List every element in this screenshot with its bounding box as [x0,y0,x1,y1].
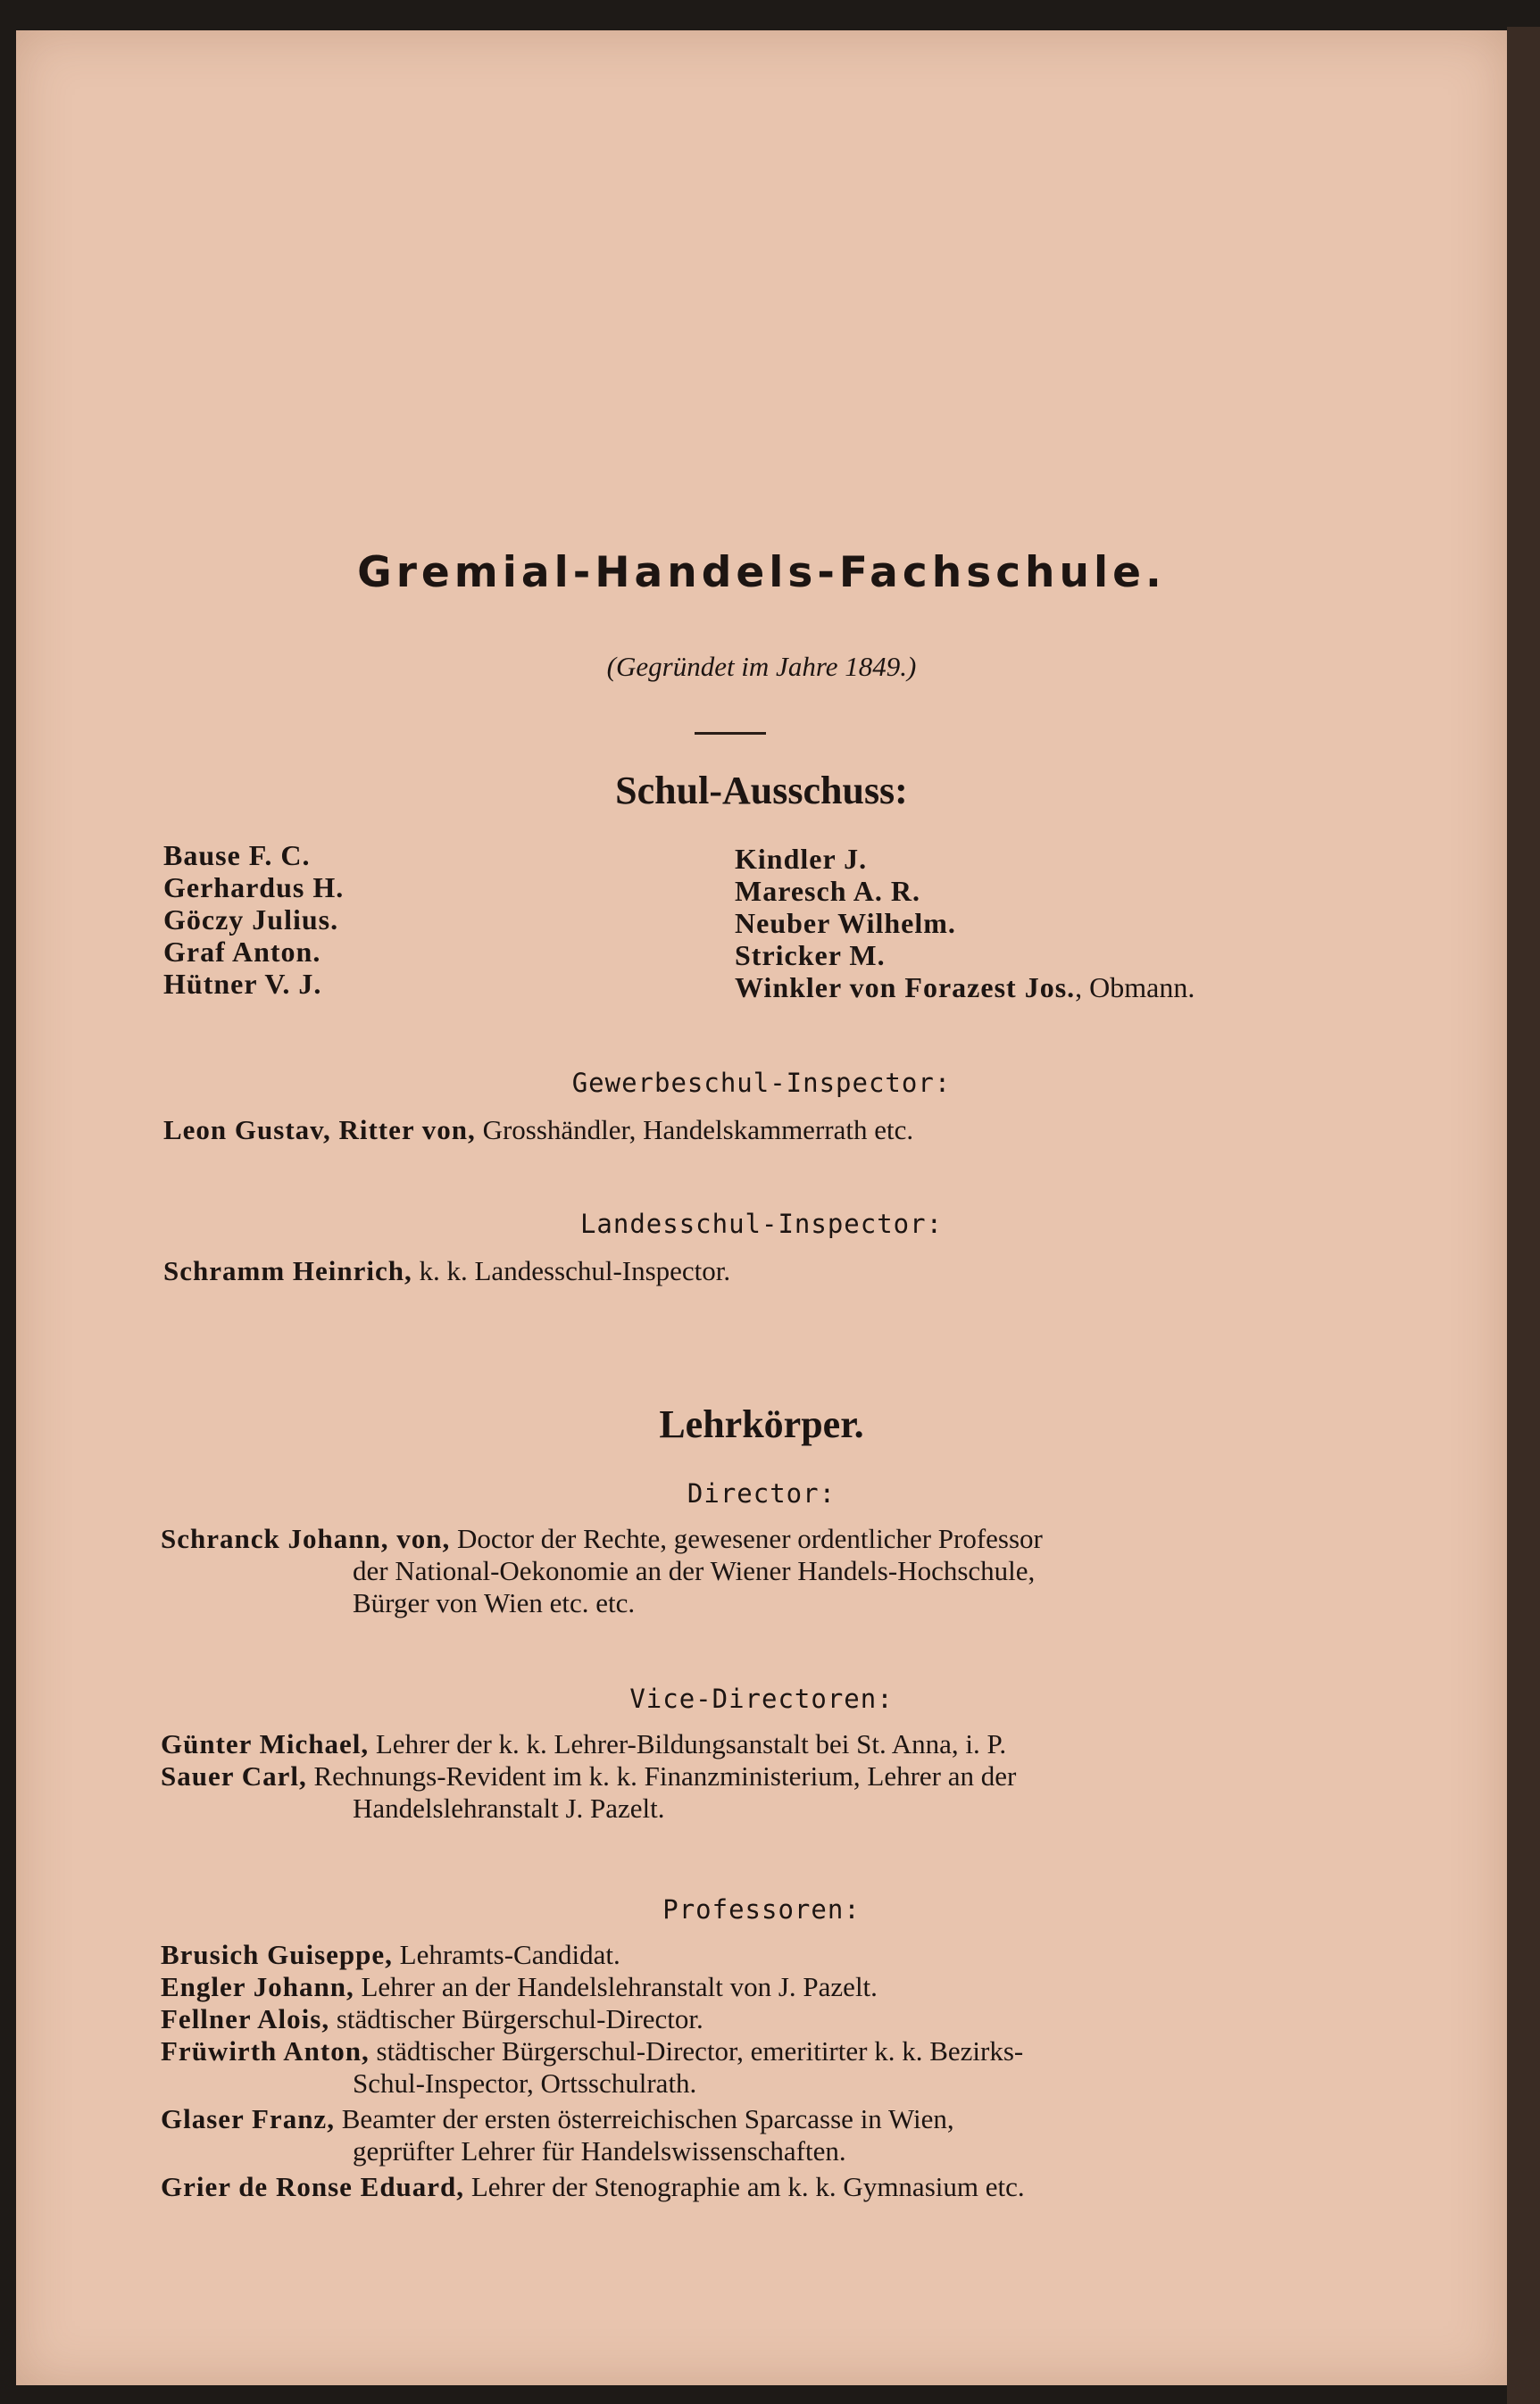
professor-name: Fellner Alois, [161,2003,330,2034]
trade-inspector-entry [163,1114,1324,1146]
committee-heading: Schul-Ausschuss: [615,769,908,812]
committee-member: Stricker M. [735,939,886,971]
trade-inspector-name: Leon Gustav, Ritter von, [163,1114,476,1145]
vice-director-name: Günter Michael, [161,1728,370,1759]
director-line: der National-Oekonomie an der Wiener Handels-Hochschule, [353,1555,1036,1586]
professor-desc-cont: Schul-Inspector, Ortsschulrath. [353,2067,697,2099]
professor-name: Glaser Franz, [161,2103,335,2134]
state-inspector-name: Schramm Heinrich, [163,1255,412,1286]
professor-desc: Beamter der ersten österreichischen Sparcasse in Wien, [334,2103,954,2134]
vice-director-desc-cont: Handelslehranstalt J. Pazelt. [353,1793,665,1824]
professor-desc: städtischer Bürgerschul-Director, emeritirter k. k. Bezirks- [369,2035,1024,2067]
vice-director-desc: Lehrer der k. k. Lehrer-Bildungsanstalt bei St. Anna, i. P. [369,1728,1007,1759]
document-page [16,30,1507,2385]
chair-name: Winkler von Forazest Jos. [735,971,1076,1003]
professor-entry [161,1971,1321,2003]
founding-note: (Gegründet im Jahre 1849.) [606,651,917,682]
faculty-heading: Lehrkörper. [659,1402,864,1446]
professor-desc: Lehrer der Stenographie am k. k. Gymnasium etc. [464,2171,1025,2202]
professor-entry [161,2171,1321,2203]
committee-member: Graf Anton. [163,936,321,968]
professor-desc: Lehrer an der Handelslehranstalt von J. Pazelt. [354,1971,878,2002]
professor-entry [161,1939,1321,1971]
committee-chair [735,971,1195,1004]
committee-member: Gerhardus H. [163,871,345,903]
committee-member: Bause F. C. [163,839,311,871]
state-inspector-label: Landesschul-Inspector: [579,1209,944,1239]
professor-name: Grier de Ronse Eduard, [161,2171,465,2202]
professor-name: Engler Johann, [161,1971,354,2002]
professor-desc: städtischer Bürgerschul-Director. [329,2003,703,2034]
vice-directors-label: Vice-Directoren: [629,1684,894,1714]
trade-inspector-label: Gewerbeschul-Inspector: [571,1068,952,1098]
vice-director-name: Sauer Carl, [161,1760,307,1792]
professor-name: Früwirth Anton, [161,2035,370,2067]
director-entry [161,1523,1321,1619]
vice-director-entry [161,1728,1321,1760]
professors-label: Professoren: [662,1894,861,1925]
vice-director-entry [161,1760,1321,1825]
state-inspector-desc: k. k. Landesschul-Inspector. [412,1255,731,1286]
professor-entry [161,2035,1321,2100]
page-edge [1507,27,1540,2404]
committee-member: Maresch A. R. [735,875,920,907]
professor-name: Brusich Guiseppe, [161,1939,393,1970]
state-inspector-entry [163,1255,1324,1287]
director-name: Schranck Johann, von, [161,1523,451,1554]
committee-member: Hütner V. J. [163,968,322,1000]
vice-director-desc: Rechnungs-Revident im k. k. Finanzministerium, Lehrer an der [306,1760,1017,1792]
chair-role: , Obmann. [1075,971,1195,1003]
committee-member: Göczy Julius. [163,903,339,936]
committee-member: Kindler J. [735,843,868,875]
page-title: Gremial-Handels-Fachschule. [357,548,1166,597]
divider-rule [695,732,766,735]
professor-entry [161,2103,1321,2167]
director-line: Bürger von Wien etc. etc. [353,1587,636,1618]
director-label: Director: [687,1478,837,1509]
professor-entry [161,2003,1321,2035]
professor-desc-cont: geprüfter Lehrer für Handelswissenschaften. [353,2135,846,2167]
trade-inspector-desc: Grosshändler, Handelskammerrath etc. [475,1114,914,1145]
committee-member: Neuber Wilhelm. [735,907,956,939]
professor-desc: Lehramts-Candidat. [392,1939,620,1970]
director-line: Doctor der Rechte, gewesener ordentlicher Professor [450,1523,1043,1554]
